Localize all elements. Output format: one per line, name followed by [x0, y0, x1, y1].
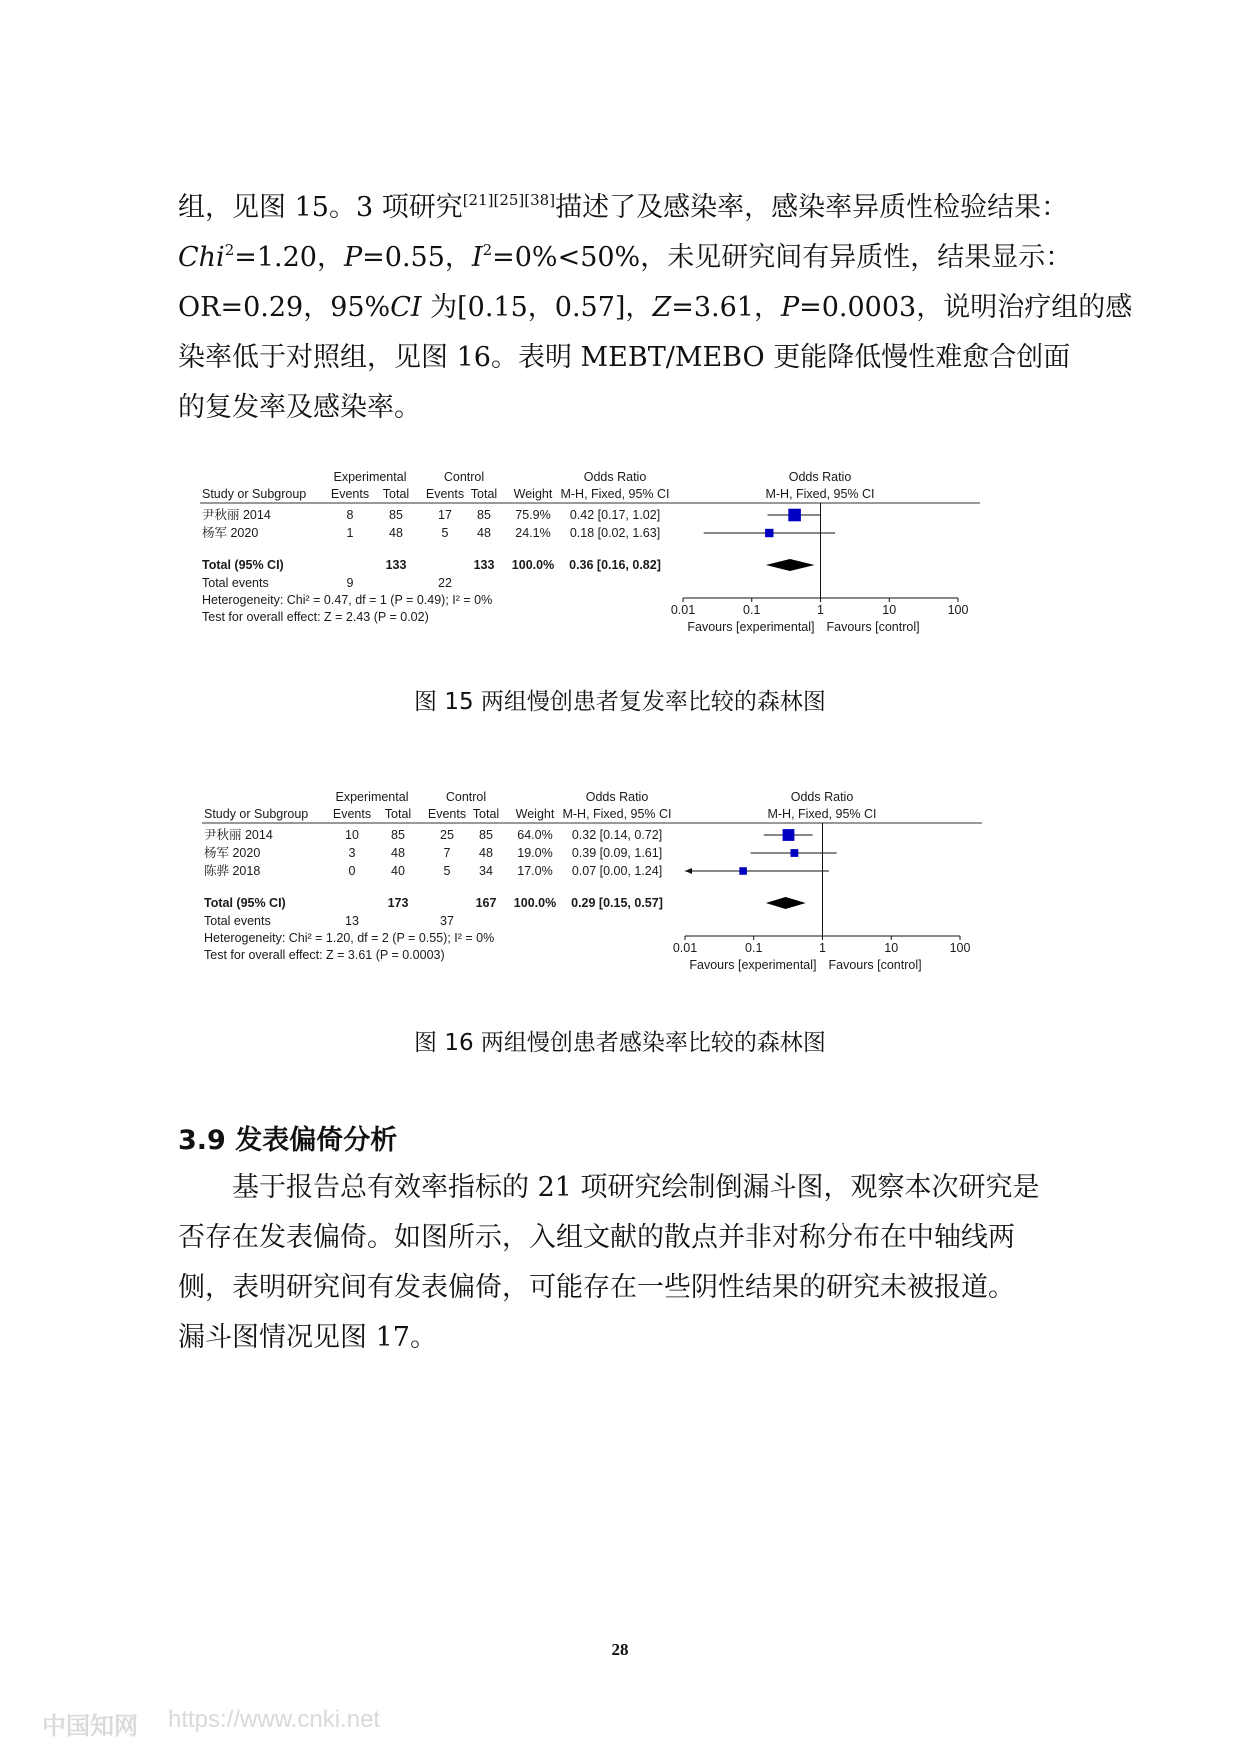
header-odds-ratio: Odds Ratio [583, 470, 647, 484]
study-exp-events: 3 [348, 846, 356, 860]
study-exp-total: 40 [391, 864, 405, 878]
total-events-label: Total events [202, 576, 269, 590]
overall-effect-text: Test for overall effect: Z = 2.43 (P = 0.02) [202, 610, 429, 624]
header-events: Events [332, 807, 372, 821]
axis-tick-label: 10 [882, 603, 897, 617]
header-method: M-H, Fixed, 95% CI [562, 807, 672, 821]
study-weight: 64.0% [517, 828, 553, 842]
study-exp-total: 48 [389, 526, 403, 540]
study-exp-total: 85 [389, 508, 403, 522]
section-line-1: 基于报告总有效率指标的 21 项研究绘制倒漏斗图，观察本次研究是 [232, 1172, 1040, 1203]
total-events-label: Total events [204, 914, 271, 928]
header-events: Events [425, 487, 465, 501]
total-events-exp: 9 [346, 576, 354, 590]
header-odds-ratio: Odds Ratio [585, 790, 649, 804]
section-line-2: 否存在发表偏倚。如图所示，入组文献的散点并非对称分布在中轴线两 [178, 1222, 1015, 1253]
figure-15-caption: 图 15 两组慢创患者复发率比较的森林图 [414, 689, 826, 715]
header-total: Total [472, 807, 500, 821]
total-events-ctl: 22 [438, 576, 452, 590]
study-exp-total: 48 [391, 846, 405, 860]
favours-experimental: Favours [experimental] [689, 958, 817, 972]
total-or-ci: 0.29 [0.15, 0.57] [571, 896, 663, 910]
study-exp-events: 10 [345, 828, 359, 842]
header-method-plot: M-H, Fixed, 95% CI [765, 487, 875, 501]
study-exp-events: 1 [346, 526, 354, 540]
axis-tick-label: 0.1 [743, 603, 761, 617]
header-method: M-H, Fixed, 95% CI [560, 487, 670, 501]
study-or-ci: 0.32 [0.14, 0.72] [571, 828, 663, 842]
favours-control: Favours [control] [828, 958, 922, 972]
section-paragraph [178, 1163, 1098, 1363]
section-line-3: 侧，表明研究间有发表偏倚，可能存在一些阴性结果的研究未被报道。 [178, 1272, 1015, 1303]
favours-control: Favours [control] [826, 620, 920, 634]
total-weight: 100.0% [513, 896, 557, 910]
pooled-diamond [766, 897, 806, 909]
paragraph-line-5: 的复发率及感染率。 [178, 392, 421, 423]
heterogeneity-text: Heterogeneity: Chi² = 1.20, df = 2 (P = 0.55); I² = 0% [204, 931, 495, 945]
total-exp: 173 [387, 896, 409, 910]
study-exp-events: 0 [348, 864, 356, 878]
header-study: Study or Subgroup [204, 807, 309, 821]
axis-tick-label: 1 [819, 941, 826, 955]
study-ctl-events: 5 [441, 526, 449, 540]
axis-tick-label: 0.01 [670, 603, 696, 617]
header-method-plot: M-H, Fixed, 95% CI [767, 807, 877, 821]
section-heading: 3.9 发表偏倚分析 [178, 1125, 398, 1156]
study-exp-total: 85 [391, 828, 405, 842]
study-ctl-total: 85 [477, 508, 491, 522]
axis-tick-label: 1 [817, 603, 824, 617]
page-number: 28 [611, 1640, 629, 1659]
study-ctl-total: 48 [477, 526, 491, 540]
paragraph-line-4: 染率低于对照组，见图 16。表明 MEBT/MEBO 更能降低慢性难愈合创面 [178, 342, 1071, 373]
total-ctl: 167 [475, 896, 497, 910]
section-line-4: 漏斗图情况见图 17。 [178, 1322, 437, 1353]
paragraph-line-3: OR=0.29，95%CI 为[0.15，0.57]，Z=3.61，P=0.0003，说明治疗组的感 [178, 292, 1133, 323]
overall-effect-text: Test for overall effect: Z = 3.61 (P = 0.0003) [204, 948, 445, 962]
study-name: 尹秋丽 2014 [204, 828, 273, 842]
study-exp-events: 8 [346, 508, 354, 522]
favours-experimental: Favours [experimental] [687, 620, 815, 634]
header-experimental: Experimental [335, 790, 409, 804]
study-ctl-events: 5 [443, 864, 451, 878]
study-weight: 17.0% [517, 864, 553, 878]
study-or-marker [783, 829, 795, 841]
axis-tick-label: 100 [949, 941, 971, 955]
axis-tick-label: 0.1 [745, 941, 763, 955]
header-weight: Weight [513, 487, 553, 501]
total-weight: 100.0% [511, 558, 555, 572]
total-events-exp: 13 [345, 914, 359, 928]
study-or-ci: 0.39 [0.09, 1.61] [571, 846, 663, 860]
study-name: 尹秋丽 2014 [202, 508, 271, 522]
citation-ref[interactable]: [21][25][38] [462, 191, 556, 209]
forest-plot-figure-15 [200, 466, 1080, 646]
total-label: Total (95% CI) [202, 558, 284, 572]
study-name: 陈骅 2018 [204, 864, 261, 878]
study-ctl-total: 85 [479, 828, 493, 842]
header-control: Control [443, 470, 485, 484]
header-total: Total [382, 487, 410, 501]
study-name: 杨军 2020 [204, 846, 261, 860]
axis-tick-label: 100 [947, 603, 969, 617]
study-or-ci: 0.18 [0.02, 1.63] [569, 526, 661, 540]
ci-arrow-left [685, 868, 692, 874]
header-total: Total [470, 487, 498, 501]
pooled-diamond [766, 559, 815, 571]
study-weight: 19.0% [517, 846, 553, 860]
study-ctl-events: 7 [443, 846, 451, 860]
study-or-ci: 0.07 [0.00, 1.24] [571, 864, 663, 878]
study-or-marker [739, 867, 747, 875]
paragraph-line-1: 组，见图 15。3 项研究[21][25][38]描述了及感染率，感染率异质性检验结果： [178, 191, 1069, 223]
paragraph-line-2: Chi$^2$=1.20，P=0.55，$I^2=0\%<50\%$，未见研究间有异质性，结果显示： [178, 241, 1073, 273]
total-exp: 133 [385, 558, 407, 572]
total-events-ctl: 37 [440, 914, 454, 928]
cnki-logo-watermark: 中国知网 [42, 1713, 138, 1740]
total-ctl: 133 [473, 558, 495, 572]
study-ctl-total: 48 [479, 846, 493, 860]
study-name: 杨军 2020 [202, 526, 259, 540]
study-or-ci: 0.42 [0.17, 1.02] [569, 508, 661, 522]
study-or-marker [788, 509, 801, 522]
study-or-marker [765, 529, 773, 537]
results-paragraph [178, 183, 1133, 433]
header-weight: Weight [515, 807, 555, 821]
heterogeneity-text: Heterogeneity: Chi² = 0.47, df = 1 (P = 0.49); I² = 0% [202, 593, 493, 607]
study-ctl-events: 17 [438, 508, 452, 522]
header-experimental: Experimental [333, 470, 407, 484]
header-study: Study or Subgroup [202, 487, 307, 501]
header-control: Control [445, 790, 487, 804]
header-events: Events [330, 487, 370, 501]
header-events: Events [427, 807, 467, 821]
axis-tick-label: 10 [884, 941, 899, 955]
figure-16-caption: 图 16 两组慢创患者感染率比较的森林图 [414, 1030, 826, 1056]
study-or-marker [790, 849, 798, 857]
cnki-url-watermark[interactable]: https://www.cnki.net [168, 1706, 381, 1733]
study-weight: 24.1% [515, 526, 551, 540]
study-weight: 75.9% [515, 508, 551, 522]
header-total: Total [384, 807, 412, 821]
header-odds-ratio-plot: Odds Ratio [788, 470, 852, 484]
total-label: Total (95% CI) [204, 896, 286, 910]
header-odds-ratio-plot: Odds Ratio [790, 790, 854, 804]
study-ctl-events: 25 [440, 828, 454, 842]
axis-tick-label: 0.01 [672, 941, 698, 955]
forest-plot-figure-16 [202, 786, 1082, 986]
study-ctl-total: 34 [479, 864, 493, 878]
total-or-ci: 0.36 [0.16, 0.82] [569, 558, 661, 572]
